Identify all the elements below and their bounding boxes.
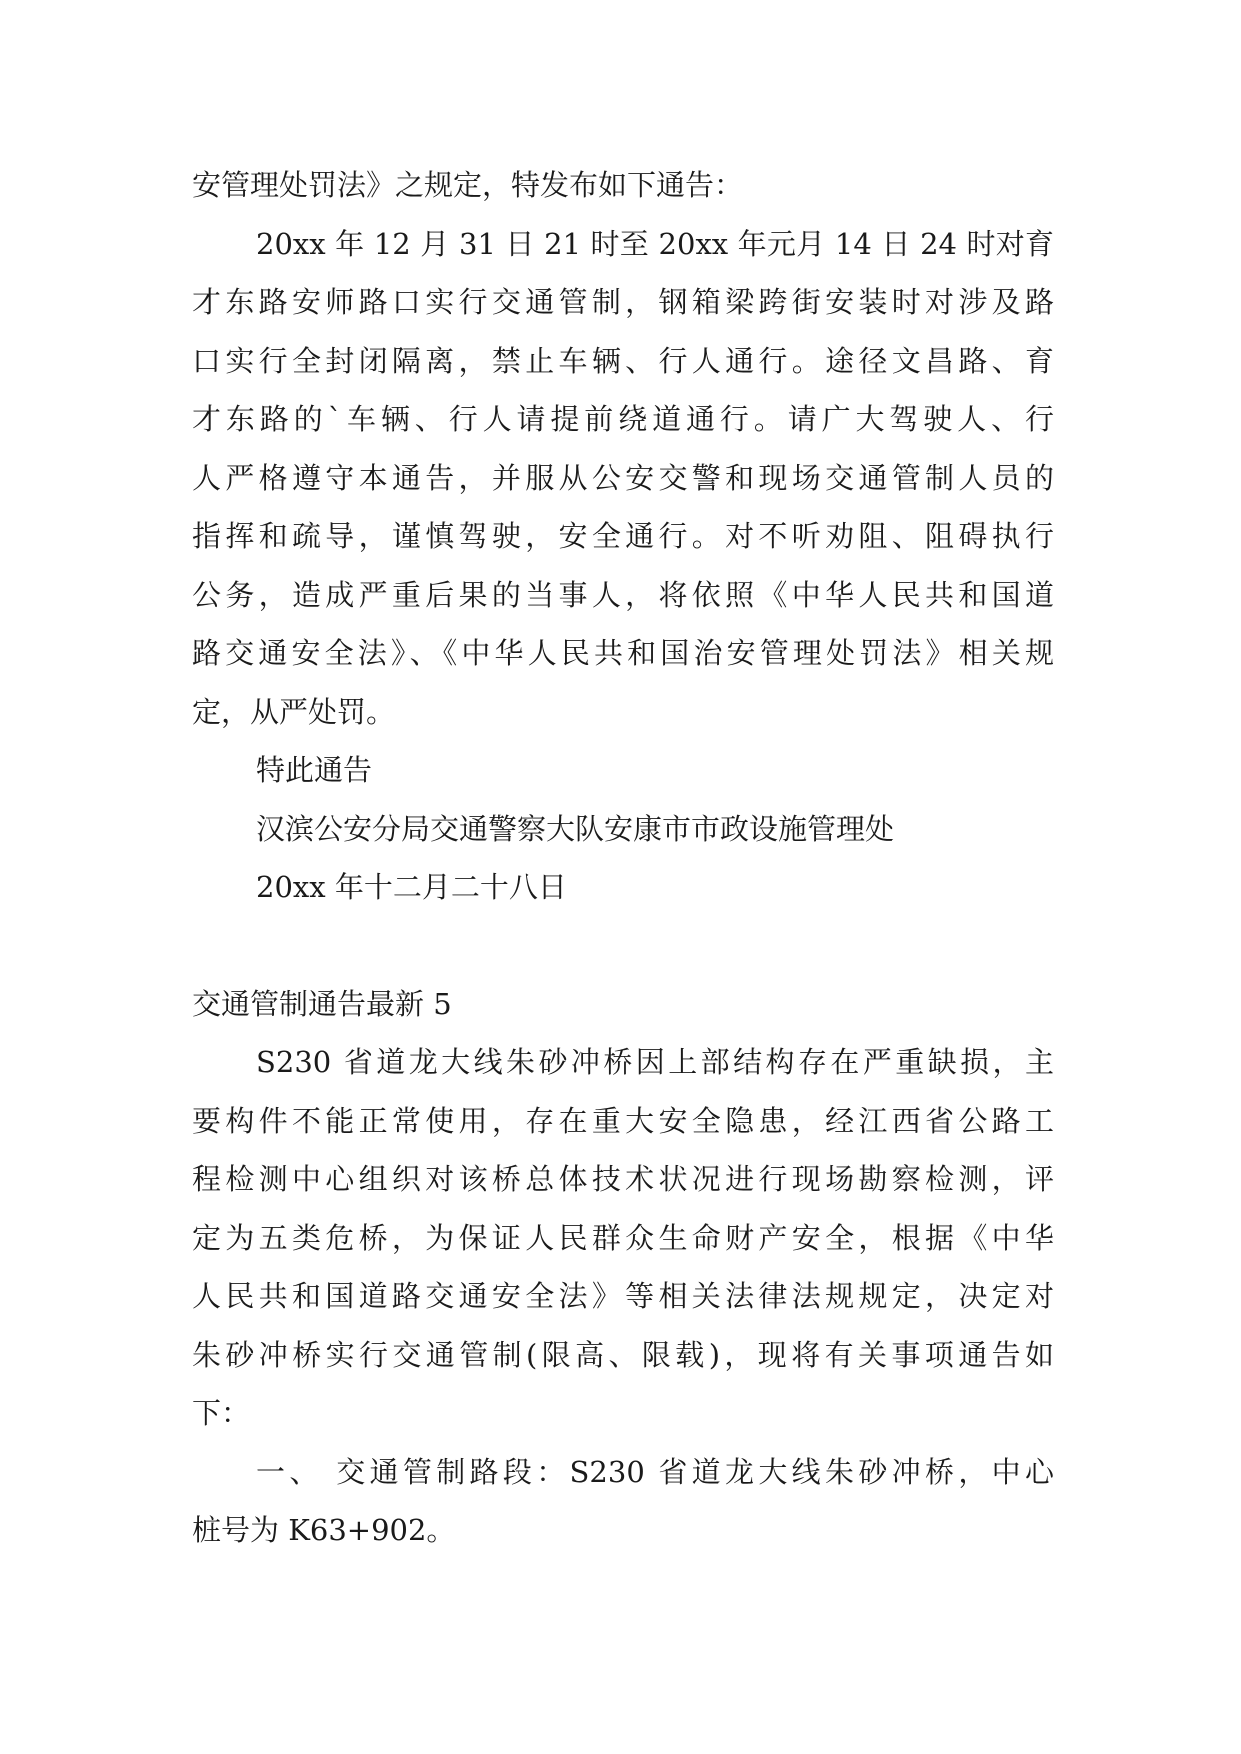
paragraph-line: 公务，造成严重后果的当事人，将依照《中华人民共和国道 (192, 577, 1054, 612)
section-gap (192, 917, 1054, 975)
list-item-line: 一、 交通管制路段：S230 省道龙大线朱砂冲桥，中心 (256, 1454, 1054, 1489)
paragraph-line: 定为五类危桥，为保证人民群众生命财产安全，根据《中华 (192, 1220, 1054, 1255)
paragraph-line: 人严格遵守本通告，并服从公安交警和现场交通管制人员的 (192, 460, 1054, 495)
list-item-line: 桩号为 K63+902。 (192, 1513, 456, 1547)
paragraph-line: 口实行全封闭隔离，禁止车辆、行人通行。途径文昌路、育 (192, 343, 1054, 378)
paragraph-line: 安管理处罚法》之规定，特发布如下通告： (192, 168, 744, 202)
notice-date: 20xx 年十二月二十八日 (256, 870, 567, 904)
paragraph-line: 定，从严处罚。 (192, 694, 396, 729)
signatory: 汉滨公安分局交通警察大队安康市市政设施管理处 (256, 811, 895, 846)
paragraph-line: 要构件不能正常使用，存在重大安全隐患，经江西省公路工 (192, 1103, 1054, 1138)
closing-text: 特此通告 (256, 753, 373, 787)
section-heading: 交通管制通告最新 5 (192, 986, 452, 1021)
paragraph-line: 才东路安师路口实行交通管制，钢箱梁跨街安装时对涉及路 (192, 285, 1054, 319)
document-body (192, 156, 1054, 1560)
paragraph-line: 人民共和国道路交通安全法》等相关法律法规规定，决定对 (192, 1279, 1054, 1313)
paragraph-line: 才东路的`车辆、行人请提前绕道通行。请广大驾驶人、行 (192, 402, 1054, 436)
paragraph-line: S230 省道龙大线朱砂冲桥因上部结构存在严重缺损，主 (256, 1045, 1054, 1079)
paragraph-line: 路交通安全法》、《中华人民共和国治安管理处罚法》相关规 (192, 636, 1054, 670)
paragraph-line: 20xx 年 12 月 31 日 21 时至 20xx 年元月 14 日 24 时对育 (256, 226, 1054, 261)
paragraph-line: 下： (192, 1396, 251, 1430)
paragraph-line: 程检测中心组织对该桥总体技术状况进行现场勘察检测，评 (192, 1162, 1054, 1196)
paragraph-line: 指挥和疏导，谨慎驾驶，安全通行。对不听劝阻、阻碍执行 (192, 519, 1054, 553)
paragraph-line: 朱砂冲桥实行交通管制(限高、限载)，现将有关事项通告如 (192, 1337, 1054, 1372)
